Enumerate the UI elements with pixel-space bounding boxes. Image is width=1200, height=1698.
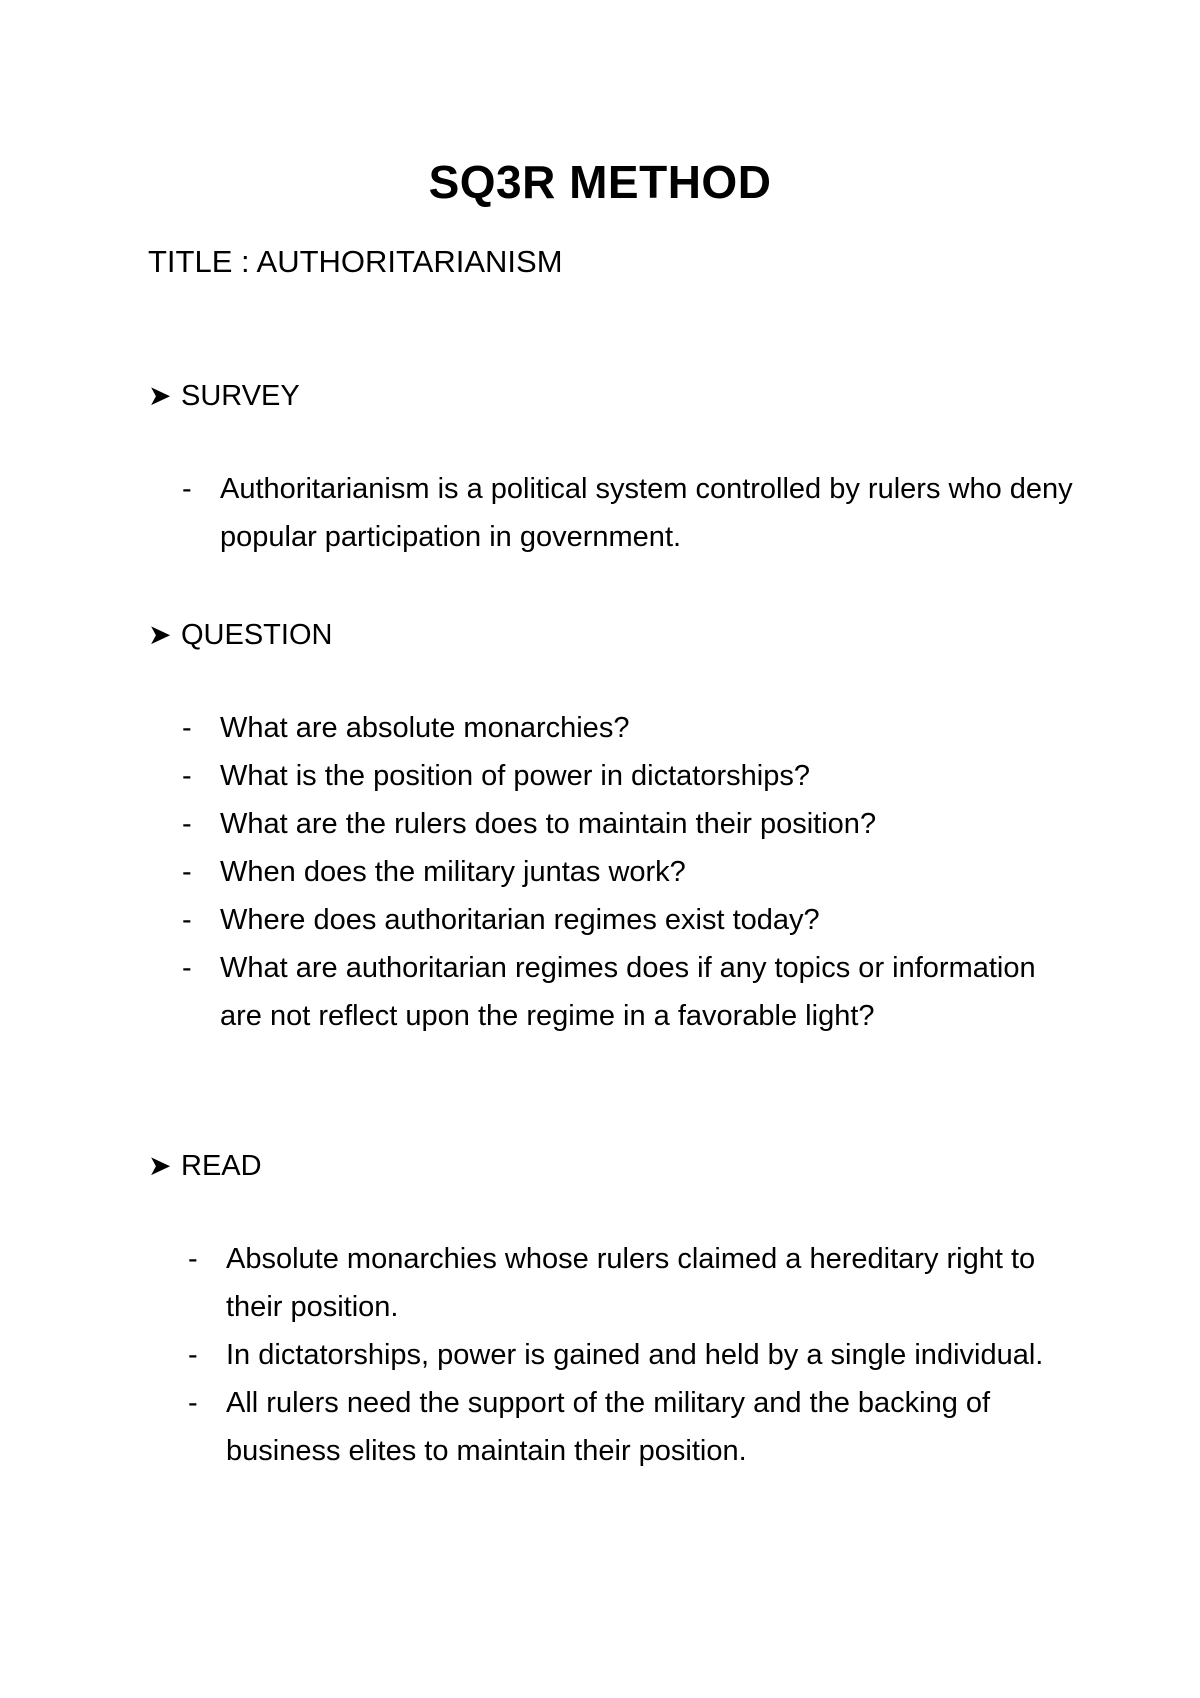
question-list (182, 704, 1082, 1040)
dash-bullet: - (188, 1243, 198, 1275)
dash-bullet: - (182, 473, 192, 505)
list-item (182, 752, 1082, 800)
list-item (182, 896, 1082, 944)
list-item (188, 1379, 1088, 1475)
document-title: SQ3R METHOD (428, 156, 772, 208)
dash-bullet: - (182, 952, 192, 984)
section-heading-label: QUESTION (181, 619, 333, 651)
list-item-text: What are authoritarian regimes does if any topics or information are not reflect upon the regime in a favorable light? (220, 952, 1036, 1032)
list-item (182, 848, 1082, 896)
subject-line: TITLE : AUTHORITARIANISM (148, 244, 563, 279)
list-item-text: What are absolute monarchies? (220, 712, 630, 744)
section-heading-read (148, 1144, 262, 1188)
section-heading-label: SURVEY (181, 380, 300, 412)
dash-bullet: - (182, 856, 192, 888)
arrow-bullet-icon: ➤ (148, 1150, 172, 1181)
list-item-text: Absolute monarchies whose rulers claimed a hereditary right to their position. (226, 1243, 1036, 1323)
arrow-bullet-icon: ➤ (148, 619, 172, 650)
section-heading-question (148, 613, 332, 657)
list-item-text: What are the rulers does to maintain their position? (220, 808, 877, 840)
survey-list (182, 465, 1082, 561)
list-item (182, 465, 1082, 561)
list-item (188, 1331, 1088, 1379)
section-heading-label: READ (181, 1150, 262, 1182)
list-item-text: What is the position of power in dictatorships? (220, 760, 810, 792)
read-list (188, 1235, 1088, 1475)
dash-bullet: - (182, 904, 192, 936)
list-item-text: Authoritarianism is a political system controlled by rulers who deny popular participation in government. (220, 473, 1073, 553)
list-item-text: Where does authoritarian regimes exist today? (220, 904, 820, 936)
dash-bullet: - (182, 712, 192, 744)
list-item (182, 800, 1082, 848)
list-item (188, 1235, 1088, 1331)
section-heading-survey (148, 374, 300, 418)
dash-bullet: - (182, 760, 192, 792)
list-item-text: When does the military juntas work? (220, 856, 686, 888)
list-item-text: In dictatorships, power is gained and held by a single individual. (226, 1339, 1044, 1371)
list-item-text: All rulers need the support of the military and the backing of business elites to maintain their position. (226, 1387, 991, 1467)
list-item (182, 704, 1082, 752)
dash-bullet: - (188, 1339, 198, 1371)
dash-bullet: - (188, 1387, 198, 1419)
arrow-bullet-icon: ➤ (148, 380, 172, 411)
list-item (182, 944, 1082, 1040)
dash-bullet: - (182, 808, 192, 840)
